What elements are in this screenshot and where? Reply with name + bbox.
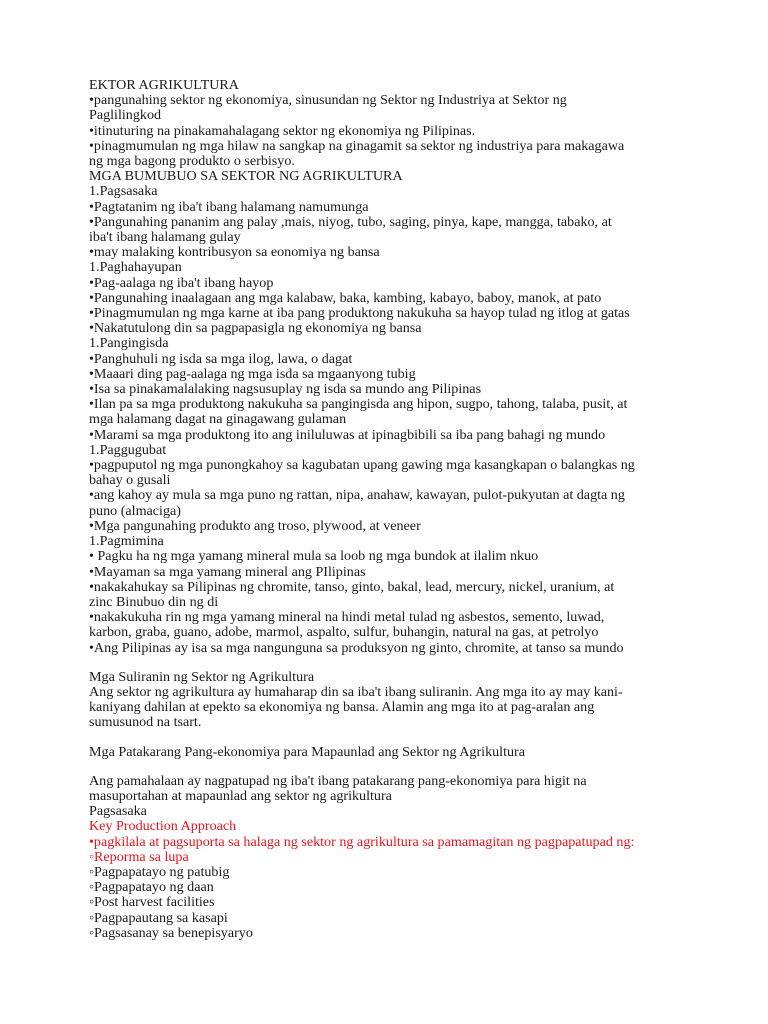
text-line: ◦Pagpapatayo ng daan	[89, 879, 214, 896]
text-line: kaniyang dahilan at epekto sa ekonomiya ng bansa. Alamin ang mga ito at pag-aralan ang	[89, 699, 595, 716]
text-line: ng mga bagong produkto o serbisyo.	[89, 153, 295, 170]
text-line: 1.Paggugubat	[89, 441, 167, 458]
text-line: Mga Suliranin ng Sektor ng Agrikultura	[89, 668, 315, 685]
text-line: •Pag-aalaga ng iba't ibang hayop	[89, 274, 274, 291]
text-line: EKTOR AGRIKULTURA	[89, 77, 239, 93]
text-line: ◦Pagpapatayo ng patubig	[89, 863, 230, 880]
text-line: •Ang Pilipinas ay isa sa mga nangunguna sa produksyon ng ginto, chromite, at tanso sa mundo	[89, 639, 624, 656]
text-line: •Pangunahing inaalagaan ang mga kalabaw, baka, kambing, kabayo, baboy, manok, at pato	[89, 289, 602, 306]
text-line: •pagpuputol ng mga punongkahoy sa kagubatan upang gawing mga kasangkapan o balangkas ng	[89, 457, 635, 474]
text-line: •Maaari ding pag-aalaga ng mga isda sa mgaanyong tubig	[89, 365, 416, 382]
text-line: Ang sektor ng agrikultura ay humaharap din sa iba't ibang suliranin. Ang mga ito ay may kani-	[89, 683, 623, 700]
highlighted-text-line: •pagkilala at pagsuporta sa halaga ng sektor ng agrikultura sa pamamagitan ng pagpapatupad ng:	[89, 833, 635, 850]
text-line: •Panghuhuli ng isda sa mga ilog, lawa, o dagat	[89, 350, 353, 367]
text-line: masuportahan at mapaunlad ang sektor ng agrikultura	[89, 787, 392, 804]
text-line: •Pinagmumulan ng mga karne at iba pang produktong nakukuha sa hayop tulad ng itlog at gatas	[89, 305, 630, 322]
text-line: •Isa sa pinakamalalaking nagsusuplay ng isda sa mundo ang Pilipinas	[89, 381, 482, 398]
text-line: ◦Post harvest facilities	[89, 894, 215, 911]
text-line: ◦Pagpapautang sa kasapi	[89, 909, 228, 926]
highlighted-text-line: ◦Reporma sa lupa	[89, 848, 189, 865]
text-line: •Marami sa mga produktong ito ang iniluluwas at ipinagbibili sa iba pang bahagi ng mundo	[89, 426, 606, 443]
text-line: 1.Pagsasaka	[89, 183, 158, 200]
text-line: •may malaking kontribusyon sa eonomiya ng bansa	[89, 244, 380, 261]
text-line: bahay o gusali	[89, 472, 171, 489]
text-line: Ang pamahalaan ay nagpatupad ng iba't ibang patakarang pang-ekonomiya para higit na	[89, 772, 587, 789]
text-line: •pinagmumulan ng mga hilaw na sangkap na ginagamit sa sektor ng industriya para makagawa	[89, 137, 625, 154]
text-line: Mga Patakarang Pang-ekonomiya para Mapaunlad ang Sektor ng Agrikultura	[89, 743, 526, 760]
text-line: •nakakukuha rin ng mga yamang mineral na hindi metal tulad ng asbestos, semento, luwad,	[89, 609, 605, 626]
text-line: 1.Pagmimina	[89, 533, 164, 550]
text-line: •Mayaman sa mga yamang mineral ang PIlipinas	[89, 563, 366, 580]
text-line: •Mga pangunahing produkto ang troso, plywood, at veneer	[89, 517, 421, 534]
text-line: •pangunahing sektor ng ekonomiya, sinusundan ng Sektor ng Industriya at Sektor ng	[89, 92, 567, 109]
text-line: 1.Paghahayupan	[89, 259, 182, 276]
text-line: karbon, graba, guano, adobe, marmol, aspalto, sulfur, buhangin, natural na gas, at petrolyo	[89, 624, 599, 641]
paragraph-spacer	[89, 656, 728, 670]
paragraph-spacer	[89, 731, 728, 745]
text-line: puno (almaciga)	[89, 502, 181, 519]
highlighted-text-line: Key Production Approach	[89, 818, 237, 835]
text-line: zinc Binubuo din ng di	[89, 593, 219, 610]
text-line: Pagsasaka	[89, 803, 147, 820]
text-line: sumusunod na tsart.	[89, 714, 202, 731]
text-line: • Pagku ha ng mga yamang mineral mula sa loob ng mga bundok at ilalim nkuo	[89, 548, 539, 565]
text-line: 1.Pangingisda	[89, 335, 169, 352]
text-line: MGA BUMUBUO SA SEKTOR NG AGRIKULTURA	[89, 168, 403, 185]
text-line: ◦Pagsasanay sa benepisyaryo	[89, 924, 253, 941]
document-body	[89, 78, 728, 941]
paragraph-spacer	[89, 760, 728, 774]
text-line: •nakakahukay sa Pilipinas ng chromite, tanso, ginto, bakal, lead, mercury, nickel, uranium, at	[89, 578, 615, 595]
text-line: •itinuturing na pinakamahalagang sektor ng ekonomiya ng Pilipinas.	[89, 122, 476, 139]
text-line: •Nakatutulong din sa pagpapasigla ng ekonomiya ng bansa	[89, 320, 422, 337]
text-line: mga halamang dagat na ginagawang gulaman	[89, 411, 347, 428]
text-line: •Ilan pa sa mga produktong nakukuha sa pangingisda ang hipon, sugpo, tahong, talaba, pusit, at	[89, 396, 628, 413]
text-line: •Pangunahing pananim ang palay ,mais, niyog, tubo, saging, pinya, kape, mangga, tabako, at	[89, 213, 612, 230]
text-line: iba't ibang halamang gulay	[89, 229, 241, 246]
text-line: •Pagtatanim ng iba't ibang halamang namumunga	[89, 198, 369, 215]
text-line: Paglilingkod	[89, 107, 162, 124]
text-line: •ang kahoy ay mula sa mga puno ng rattan, nipa, anahaw, kawayan, pulot-pukyutan at dagta ng	[89, 487, 625, 504]
